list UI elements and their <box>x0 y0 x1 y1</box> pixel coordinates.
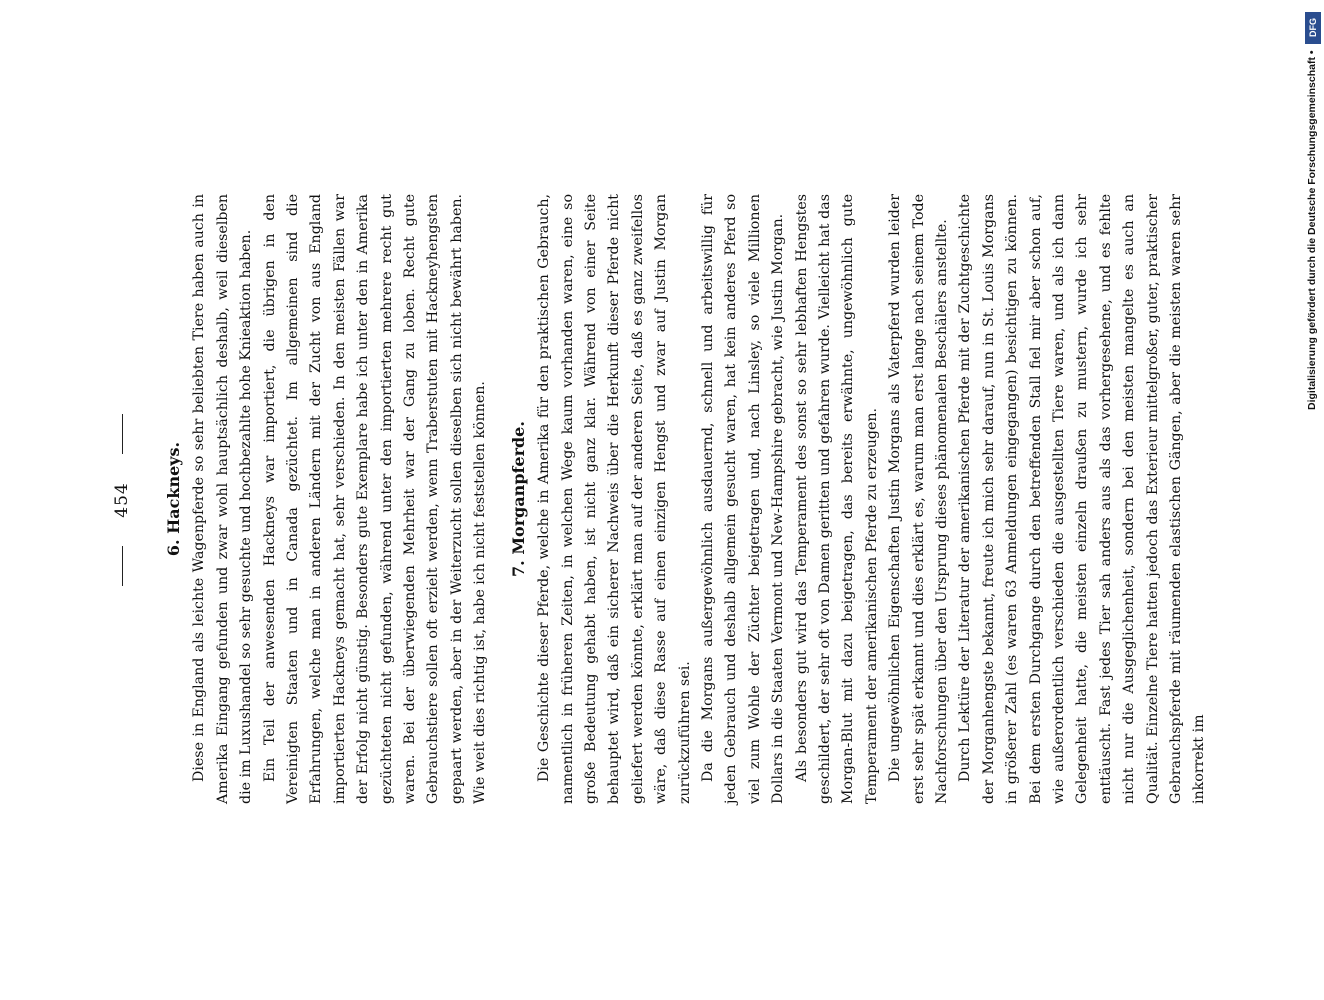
header-rule-right <box>122 414 123 454</box>
dfg-logo: DFG <box>1305 12 1321 44</box>
page-body <box>162 194 1212 804</box>
section-heading-hackneys: 6. Hackneys. <box>164 441 183 557</box>
paragraph: Diese in England als leichte Wagenpferde so sehr beliebten Tiere haben auch in Amerika Eingang gefunden und zwar wohl hauptsächlich deshalb, weil dieselben die im Luxushandel so sehr gesuchte und hochbezahlte hohe Knieaktion haben. <box>191 194 255 804</box>
page-header <box>112 0 132 1000</box>
dfg-watermark <box>1301 6 1324 410</box>
paragraph: Als besonders gut wird das Temperament des sonst so sehr lebhaften Hengstes geschildert, der sehr oft von Damen geritten und gefahren wurde. Vielleicht hat das Morgan-Blut mit dazu beigetragen, das bereits erwähnte, ungewöhnlich gute Temperament der amerikanischen Pferde zu erzeugen. <box>793 194 880 804</box>
watermark-text: Digitalisierung gefördert durch die Deutsche Forschungsgemeinschaft • <box>1306 50 1318 410</box>
paragraph: Die ungewöhnlichen Eigenschaften Justin Morgans als Vaterpferd wurden leider erst sehr spät erkannt und dies erklärt es, warum man erst lange nach seinem Tode Nachforschungen über den Ursprung dieses phänomenalen Beschälers anstellte. <box>887 194 950 804</box>
paragraph: Durch Lektüre der Literatur der amerikanischen Pferde mit der Zuchtgeschichte der Morganhengste bekannt, freute ich mich sehr darauf, nun in St. Louis Morgans in größerer Zahl (es waren 63 Anmeldungen eingegangen) besichtigen zu können. Bei dem ersten Durchgange durch den betreffenden Stall fiel mir aber schon auf, wie außerordentlich verschieden die ausgestellten Tiere waren, und als ich dann Gelegenheit hatte, die meisten einzeln draußen zu mustern, wurde ich sehr enttäuscht. Fast jedes Tier sah anders aus als das vorhergesehene, und es fehlte nicht nur die Ausgeglichenheit, sondern bei den meisten mangelte es auch an Qualität. Einzelne Tiere hatten jedoch das Exterieur mittelgroßer, guter, praktischer Gebrauchspferde mit räumenden elastischen Gängen, aber die meisten waren sehr inkorrekt im <box>957 194 1208 804</box>
paragraph: Die Geschichte dieser Pferde, welche in Amerika für den praktischen Gebrauch, namentlich in früheren Zeiten, in welchen Wege kaum vorhanden waren, eine so große Bedeutung gehabt haben, ist nicht ganz klar. Während von einer Seite behauptet wird, daß ein sicherer Nachweis über die Herkunft dieser Pferde nicht geliefert werden könnte, erklärt man auf der anderen Seite, daß es ganz zweifellos wäre, daß diese Rasse auf einen einzigen Hengst und zwar auf Justin Morgan zurückzuführen sei. <box>536 194 693 804</box>
section-heading-morganpferde: 7. Morganpferde. <box>508 421 528 577</box>
paragraph: Da die Morgans außergewöhnlich ausdauernd, schnell und arbeitswillig für jeden Gebrauch und deshalb allgemein gesucht waren, hat kein anderes Pferd so viel zum Wohle der Züchter beigetragen und, nach Linsley, so viele Millionen Dollars in die Staaten Vermont und New-Hampshire gebracht, wie Justin Morgan. <box>699 194 787 804</box>
page-number: 454 <box>112 482 132 518</box>
paragraph: Ein Teil der anwesenden Hackneys war importiert, die übrigen in den Vereinigten Staaten und in Canada gezüchtet. Im allgemeinen sind die Erfahrungen, welche man in anderen Ländern mit der Zucht von aus England importierten Hackneys gemacht hat, sehr verschieden. In den meisten Fällen war der Erfolg nicht günstig. Besonders gute Exemplare habe ich unter den in Amerika gezüchteten nicht gefunden, während unter den importierten mehrere recht gut waren. Bei der überwiegenden Mehrheit war der Gang zu loben. Recht gute Gebrauchstiere sollen oft erzielt werden, wenn Traberstuten mit Hackneyhengsten gepaart werden, aber in der Weiterzucht sollen dieselben sich nicht bewährt haben. Wie weit dies richtig ist, habe ich nicht feststellen können. <box>261 194 489 804</box>
header-rule-left <box>122 546 123 586</box>
